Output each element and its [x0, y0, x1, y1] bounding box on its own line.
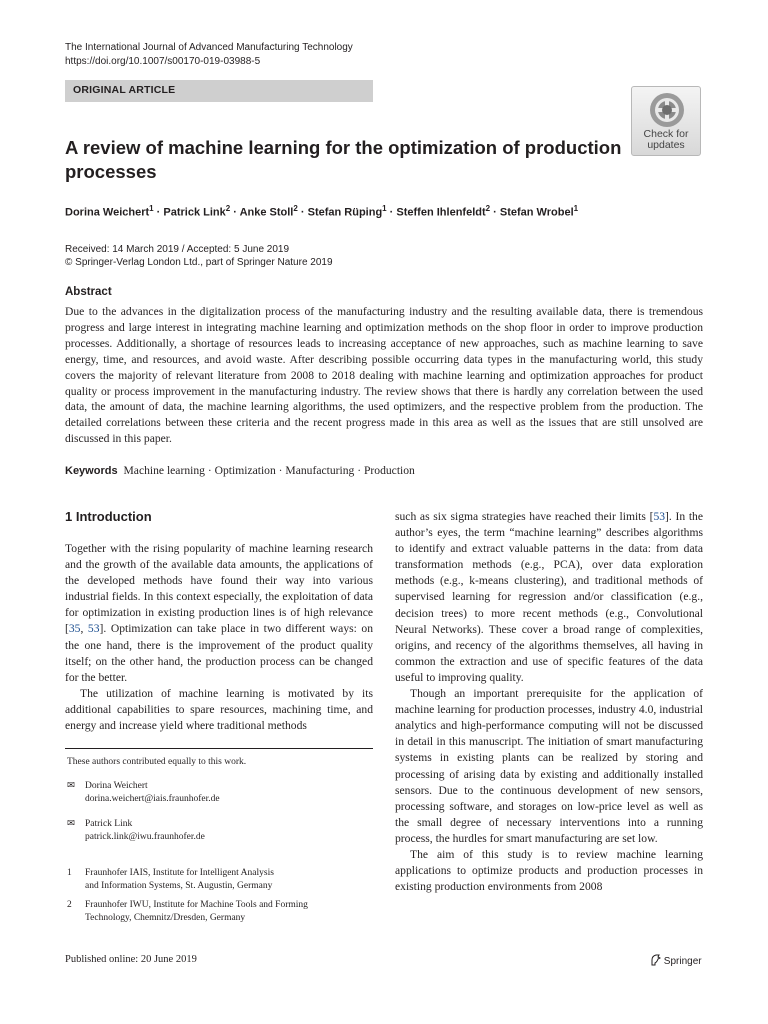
author-separator: ·	[490, 206, 500, 219]
contact-2	[67, 818, 373, 846]
author-affiliation: 1	[573, 204, 579, 213]
author-name[interactable]: Dorina Weichert	[65, 206, 150, 219]
equal-contribution-note: These authors contributed equally to this work.	[67, 757, 247, 767]
badge-label	[632, 129, 700, 151]
citation-link[interactable]: 53	[87, 622, 100, 636]
keywords-list: Machine learning · Optimization · Manufacturing · Production	[123, 464, 415, 477]
intro-paragraph-1: Together with the rising popularity of machine learning research and the growth of the available data amounts, the applications of the developed methods have found their way into various industrial fields. In this context especially, the exploitation of data for optimization in existing production lines is of high relevance [35, 53]. Optimization can take place in two different ways: on the one hand, there is the improvement of the product quality itself; on the other hand, the production process can be changed for the better.	[65, 542, 373, 684]
keywords	[65, 464, 415, 477]
author-affiliation: 2	[225, 204, 231, 213]
author-name[interactable]: Anke Stoll	[239, 206, 294, 219]
contact-name: Patrick Link	[85, 819, 133, 829]
keywords-label: Keywords	[65, 465, 118, 477]
citation-link[interactable]: 35	[68, 622, 81, 636]
badge-label-line2: updates	[647, 139, 685, 151]
affiliation-number: 1	[67, 868, 72, 878]
crossmark-icon	[648, 91, 686, 129]
author-separator: ·	[153, 206, 164, 219]
affiliation-1	[67, 867, 373, 895]
body-column-left	[65, 541, 373, 734]
springer-horse-icon	[650, 954, 661, 966]
author-affiliation: 2	[485, 204, 491, 213]
article-type: ORIGINAL ARTICLE	[73, 84, 176, 96]
body-column-right	[395, 509, 703, 895]
article-type-band	[65, 80, 373, 102]
contact-email[interactable]: patrick.link@iwu.fraunhofer.de	[85, 832, 205, 842]
journal-header	[65, 41, 353, 69]
received-accepted: Received: 14 March 2019 / Accepted: 5 June 2019	[65, 244, 290, 255]
envelope-icon: ✉	[67, 819, 75, 829]
author-affiliation: 2	[293, 204, 298, 213]
contact-1	[67, 780, 373, 808]
intro-paragraph-4: Though an important prerequisite for the application of machine learning for production processes, industry 4.0, industrial analytics and high-performance computing will not be discussed in detail in this manuscript. The initiation of smart manufacturing systems in existing plants can be realized by storing and processing of arising data by existing and additionally installed sensors. Due to the continuous development of new sensors, processing software, and storages on low-price level as well as the small degree of necessary interventions into a running process, the hurdles for smart manufacturing are set low.	[395, 687, 703, 845]
author-separator: ·	[230, 206, 240, 219]
author-name[interactable]: Stefan Wrobel	[499, 206, 574, 219]
author-list	[65, 204, 578, 219]
citation-link[interactable]: 53	[653, 510, 666, 523]
abstract-heading: Abstract	[65, 286, 112, 298]
author-separator: ·	[297, 206, 308, 219]
article-dates	[65, 243, 333, 269]
published-online: Published online: 20 June 2019	[65, 954, 197, 965]
intro-paragraph-3: such as six sigma strategies have reached their limits [53]. In the author’s eyes, the term “machine learning” describes algorithms to identify and extract valuable patterns in the data: from data transformation methods (e.g., PCA), over data exploration methods (e.g., k-means clustering), and traditional methods of supervised learning for regression and/or classification (e.g., decision trees) to more recent methods (e.g., Convolutional Neural Networks). These cover a broad range of complexities, origins, and recency of the algorithms themselves, all having in common the extraction and use of specific features of the data useful to improving quality.	[395, 510, 703, 684]
publisher-name: Springer	[663, 956, 702, 967]
publisher-logo	[650, 954, 702, 967]
author-affiliation: 1	[382, 204, 387, 213]
envelope-icon: ✉	[67, 781, 75, 791]
footnote-divider	[65, 748, 373, 749]
author-name[interactable]: Steffen Ihlenfeldt	[396, 206, 486, 219]
affiliation-line: Fraunhofer IWU, Institute for Machine Tools and Forming	[85, 900, 308, 910]
section-heading: 1 Introduction	[65, 509, 152, 524]
doi-link[interactable]: https://doi.org/10.1007/s00170-019-03988-5	[65, 56, 261, 67]
contact-email[interactable]: dorina.weichert@iais.fraunhofer.de	[85, 794, 220, 804]
copyright: © Springer-Verlag London Ltd., part of Springer Nature 2019	[65, 257, 333, 268]
badge-label-line1: Check for	[643, 128, 689, 140]
intro-paragraph-5: The aim of this study is to review machine learning applications to optimize products and production processes in existing production environments from 2008	[395, 847, 703, 894]
author-name[interactable]: Stefan Rüping	[307, 206, 383, 219]
check-for-updates-badge[interactable]	[631, 86, 701, 156]
journal-name: The International Journal of Advanced Manufacturing Technology	[65, 42, 353, 53]
abstract-text: Due to the advances in the digitalization process of the manufacturing industry and the resulting available data, there is tremendous progress and large interest in integrating machine learning and optimization methods on the shop floor in order to improve production processes. Additionally, a shortage of resources leads to increasing acceptance of new approaches, such as machine learning to save energy, time, and resources, and avoid waste. After describing possible occurring data types in the manufacturing world, this study covers the majority of relevant literature from 2008 to 2018 dealing with machine learning and optimization approaches for product quality or process improvement in the manufacturing industry. The review shows that there is hardly any correlation between the used data, the amount of data, the machine learning algorithms, the used optimizers, and the respective problem from the production. The detailed correlations between these criteria and the recent progress made in this area as well as the issues that are still unsolved are discussed in this paper.	[65, 305, 703, 446]
author-affiliation: 1	[149, 204, 154, 213]
affiliation-line: Technology, Chemnitz/Dresden, Germany	[85, 913, 246, 923]
affiliation-number: 2	[67, 900, 72, 910]
author-separator: ·	[386, 206, 397, 219]
contact-name: Dorina Weichert	[85, 781, 148, 791]
paper-title: A review of machine learning for the optimization of production processes	[65, 137, 622, 182]
author-name[interactable]: Patrick Link	[163, 206, 226, 219]
affiliation-line: and Information Systems, St. Augustin, Germany	[85, 881, 273, 891]
intro-paragraph-2: The utilization of machine learning is motivated by its additional capabilities to spare resources, machining time, and energy and increase yield where traditional methods	[65, 686, 373, 733]
affiliation-line: Fraunhofer IAIS, Institute for Intelligent Analysis	[85, 868, 274, 878]
affiliation-2	[67, 899, 373, 927]
